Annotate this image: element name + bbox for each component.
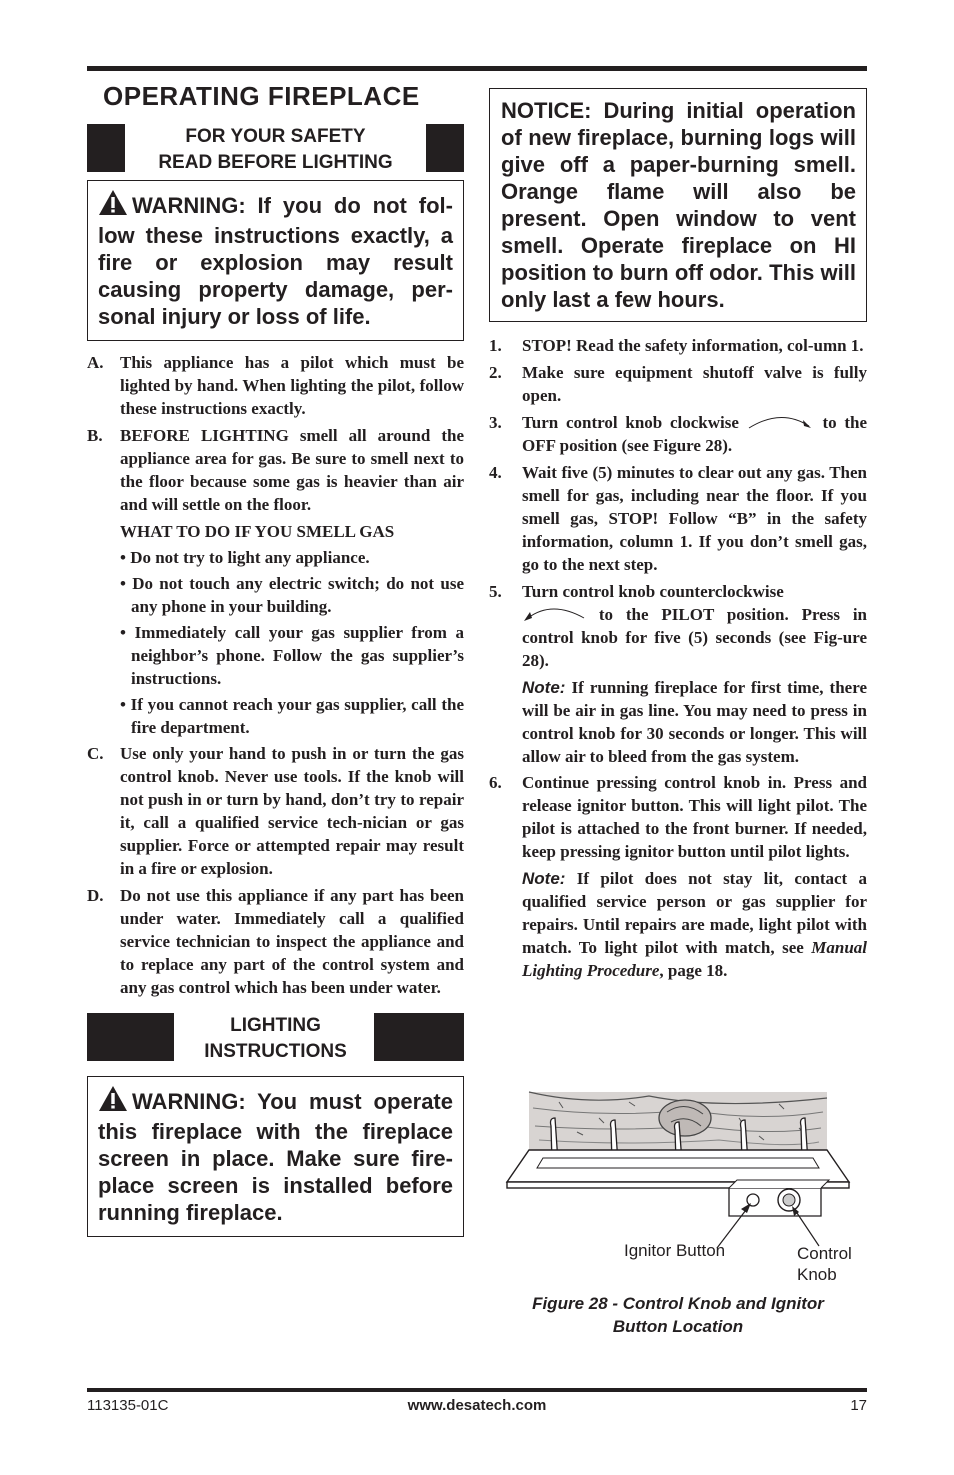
list-item	[87, 351, 464, 420]
note-text: If running fireplace for first time, there will be air in gas line. You may need to press in control knob for 30 seconds or longer. This will allow air to bleed from the gas system.	[522, 678, 868, 766]
safety-banner-text	[87, 124, 464, 176]
page-title: OPERATING FIREPLACE	[103, 81, 420, 111]
lighting-banner-line1: LIGHTING	[230, 1015, 321, 1036]
counterclockwise-arrow-icon	[522, 605, 586, 624]
list-item	[489, 461, 867, 576]
item-text: Do not use this appliance if any part has been under water. Immediately call a qualified service technician to inspect the appliance and to replace any part of the control system and any gas control which has been under water.	[120, 886, 464, 997]
warning-text: : If you do not fol-low these instructions exactly, a fire or explosion may result causing property damage, per-sonal injury or loss of life.	[98, 193, 453, 329]
warning-text: : You must operate this fireplace with the fireplace screen in place. Make sure fire-place screen is installed before running fireplace.	[98, 1089, 453, 1225]
figure-control-knob	[489, 1088, 867, 1298]
safety-banner	[87, 124, 464, 172]
item-text: BEFORE LIGHTING smell all around the appliance area for gas. Be sure to smell next to the floor because some gas is heavier than air and will settle on the floor.	[120, 426, 464, 514]
control-knob-label	[797, 1243, 852, 1285]
list-item	[489, 334, 867, 357]
warning-lead: WARNING	[132, 193, 239, 218]
item-marker: 4.	[489, 463, 502, 482]
list-item	[489, 771, 867, 863]
notice-box: NOTICE: During initial operation of new fireplace, burning logs will give off a paper-burning smell. Orange flame will also be present. Open window to vent smell. Operate fireplace on HI position to burn off odor. This will only last a few hours.	[489, 88, 867, 322]
item-text: to the PILOT position. Press in control knob for five (5) seconds (see Fig-ure 28).	[522, 605, 867, 670]
item-marker: 3.	[489, 413, 502, 432]
steps-list	[489, 334, 867, 982]
list-item	[87, 884, 464, 999]
item-marker: B.	[87, 426, 103, 445]
left-column	[87, 80, 464, 1237]
item-text: Continue pressing control knob in. Press and release ignitor button. This will light pilot. The pilot is attached to the front burner. If needed, keep pressing ignitor button until pilot lights.	[522, 773, 867, 861]
warning-box-screen	[87, 1076, 464, 1237]
list-item	[489, 580, 867, 672]
list-item	[87, 424, 464, 516]
ignitor-button-label: Ignitor Button	[624, 1241, 726, 1260]
safety-banner-line2: READ BEFORE LIGHTING	[158, 152, 393, 173]
control-knob-label-line1: Control	[797, 1244, 852, 1263]
note-paragraph	[489, 676, 867, 768]
lighting-banner-line2: INSTRUCTIONS	[204, 1041, 347, 1062]
item-text: Make sure equipment shutoff valve is fully open.	[522, 363, 867, 405]
warning-lead: WARNING	[132, 1089, 239, 1114]
safety-list	[87, 351, 464, 999]
clockwise-arrow-icon	[747, 413, 815, 432]
right-column	[489, 88, 867, 985]
website-link[interactable]: www.desatech.com	[407, 1397, 547, 1414]
item-text: This appliance has a pilot which must be lighted by hand. When lighting the pilot, follow these instructions exactly.	[120, 353, 464, 418]
warning-triangle-icon	[98, 1085, 128, 1118]
figure-caption-line1: Figure 28 - Control Knob and Ignitor	[532, 1294, 824, 1313]
document-number: 113135-01C	[87, 1397, 169, 1414]
warning-box-fire	[87, 180, 464, 341]
bullet-item: • Immediately call your gas supplier from a neighbor’s phone. Follow the gas supplier’s instructions.	[120, 623, 464, 688]
note-label: Note:	[522, 869, 566, 888]
top-rule	[87, 66, 867, 71]
item-marker: 1.	[489, 336, 502, 355]
list-item	[489, 411, 867, 457]
item-text: Turn control knob counterclockwise	[522, 582, 784, 601]
item-text: Use only your hand to push in or turn the gas control knob. Never use tools. If the knob will not push in or turn by hand, don’t try to repair it, call a qualified service tech-nician or gas supplier. Force or attempted repair may result in a fire or explosion.	[120, 744, 464, 878]
item-marker: A.	[87, 353, 104, 372]
item-marker: 5.	[489, 582, 502, 601]
bullet-item: • If you cannot reach your gas supplier, call the fire department.	[120, 695, 464, 737]
lighting-banner-text	[87, 1013, 464, 1065]
item-marker: D.	[87, 886, 104, 905]
note-text-end: , page 18.	[659, 961, 728, 980]
figure-caption-line2: Button Location	[612, 1317, 744, 1336]
list-item	[87, 742, 464, 880]
item-marker: C.	[87, 744, 104, 763]
manual-lighting-reference: Manual Lighting Procedure	[522, 938, 868, 980]
note-paragraph	[489, 867, 867, 982]
control-knob-label-line2: Knob	[797, 1265, 837, 1284]
item-text: STOP! Read the safety information, col-umn 1.	[522, 336, 864, 355]
figure-caption	[489, 1292, 867, 1338]
page-number: 17	[850, 1397, 867, 1414]
note-text: If pilot does not stay lit, contact a qualified service person or gas supplier for repairs. Until repairs are made, light pilot with match. To light pilot with match, see	[522, 869, 867, 957]
warning-triangle-icon	[98, 189, 128, 222]
safety-banner-line1: FOR YOUR SAFETY	[185, 126, 366, 147]
item-marker: 2.	[489, 363, 502, 382]
item-text: Turn control knob clockwise	[522, 413, 739, 432]
bottom-rule	[87, 1388, 867, 1392]
item-text: to the OFF position (see Figure 28).	[522, 413, 868, 455]
note-label: Note:	[522, 678, 566, 697]
list-item	[489, 361, 867, 407]
lighting-banner	[87, 1013, 464, 1061]
item-text: Wait five (5) minutes to clear out any gas. Then smell for gas, including near the floor. If you smell gas, STOP! Follow “B” in the safety information, column 1. If you don’t smell gas, go to the next step.	[522, 463, 867, 574]
bullet-item: • Do not try to light any appliance.	[120, 548, 370, 567]
smell-gas-heading: WHAT TO DO IF YOU SMELL GAS	[120, 522, 395, 541]
item-marker: 6.	[489, 773, 502, 792]
bullet-item: • Do not touch any electric switch; do not use any phone in your building.	[120, 574, 464, 616]
